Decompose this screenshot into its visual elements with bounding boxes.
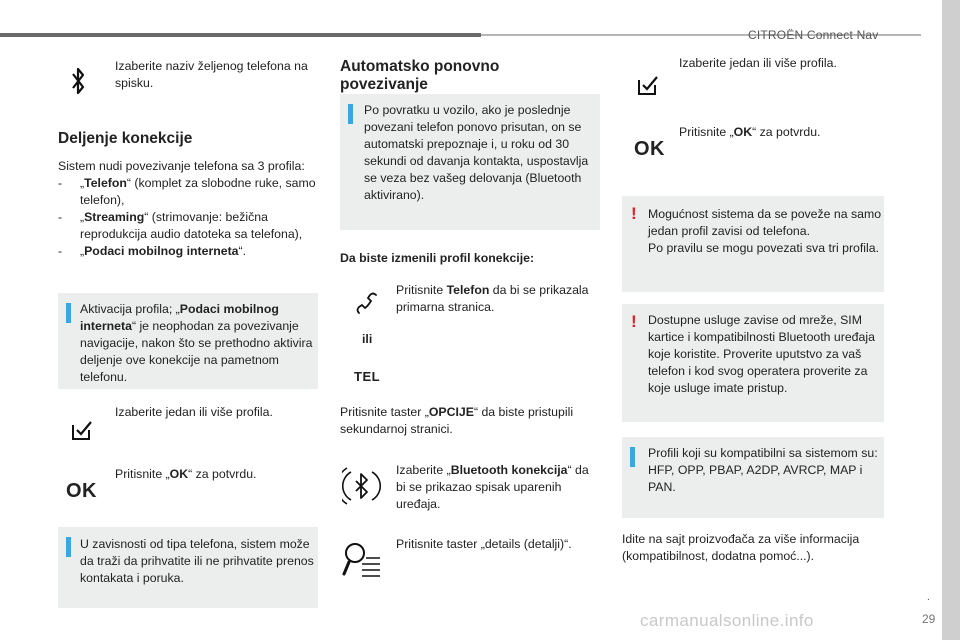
header-rule <box>0 33 481 37</box>
details-magnifier-icon <box>342 540 382 584</box>
list-item: - „Telefon“ (komplet za slobodne ruke, samo telefon), <box>58 176 316 207</box>
step-press-telefon: Pritisnite Telefon da bi se prikazala primarna stranica. <box>396 283 589 314</box>
list-item: - „Streaming“ (strimovanje: bežična reprodukcija audio datoteka sa telefona), <box>58 210 303 241</box>
warning-note-profile: ! Mogućnost sistema da se poveže na samo jedan profil zavisi od telefona. Po pravilu se mogu povezati sva tri profila. <box>622 196 884 292</box>
warning-icon: ! <box>631 312 637 331</box>
bluetooth-icon <box>66 64 90 98</box>
ok-icon: OK <box>66 480 97 502</box>
info-marker <box>348 104 353 124</box>
warning-icon: ! <box>631 204 637 223</box>
checkbox-checked-icon <box>70 418 94 442</box>
ok-icon: OK <box>634 138 665 160</box>
info-marker <box>630 447 635 467</box>
step-select-profiles-2: Izaberite jedan ili više profila. <box>679 56 837 70</box>
info-marker <box>66 303 71 323</box>
info-note-contacts: U zavisnosti od tipa telefona, sistem može da traži da prihvatite ili ne prihvatite prenos kontakata i poruka. <box>58 527 318 608</box>
phone-handset-icon <box>354 291 380 317</box>
tel-button-icon: TEL <box>354 369 381 384</box>
info-marker <box>66 537 71 557</box>
profiles-intro: Sistem nudi povezivanje telefona sa 3 profila: <box>58 159 305 173</box>
profiles-list <box>58 175 320 260</box>
checkbox-checked-icon <box>636 73 660 97</box>
step-press-options: Pritisnite taster „OPCIJE“ da biste pristupili sekundarnoj stranici. <box>340 405 574 436</box>
more-marker: . <box>927 592 930 603</box>
change-profile-title: Da biste izmenili profil konekcije: <box>340 251 535 265</box>
step-press-ok-2: Pritisnite „OK“ za potvrdu. <box>679 125 821 139</box>
info-note-reconnect: Po povratku u vozilo, ako je poslednje povezani telefon ponovo prisutan, on se automatski prepoznaje i, u roku od 30 sekundi od davanja kontakta, uspostavlja se veza bez vašeg delovanja (Bluetooth aktivirano). <box>340 94 600 230</box>
section-title-auto-reconnect: Automatsko ponovno povezivanje <box>340 58 500 93</box>
page-number: 29 <box>922 612 936 626</box>
footer-info: Idite na sajt proizvođača za više informacija (kompatibilnost, dodatna pomoć...). <box>622 532 860 563</box>
step-press-ok: Pritisnite „OK“ za potvrdu. <box>115 467 257 481</box>
watermark: carmanualsonline.info <box>640 611 814 630</box>
page-header-title: CITROËN Connect Nav <box>748 28 879 42</box>
bluetooth-connection-icon <box>342 465 382 509</box>
step-press-details: Pritisnite taster „details (detalji)“. <box>396 537 572 551</box>
info-note-profiles: Profili koji su kompatibilni sa sistemom su: HFP, OPP, PBAP, A2DP, AVRCP, MAP i PAN. <box>622 437 884 518</box>
or-label: ili <box>362 332 373 346</box>
warning-note-services: ! Dostupne usluge zavise od mreže, SIM kartice i kompatibilnosti Bluetooth uređaja koje koristite. Proverite uputstvo za vaš telefon i kod svog operatera proverite za koje usluge imate pristup. <box>622 304 884 422</box>
step-select-phone: Izaberite naziv željenog telefona na spisku. <box>115 59 308 90</box>
list-item: - „Podaci mobilnog interneta“. <box>58 244 247 258</box>
step-select-bluetooth: Izaberite „Bluetooth konekcija“ da bi se prikazao spisak uparenih uređaja. <box>396 463 589 511</box>
step-select-profiles: Izaberite jedan ili više profila. <box>115 405 273 419</box>
info-note-mobile-data: Aktivacija profila; „Podaci mobilnog interneta“ je neophodan za povezivanje navigacije, nakon što se prethodno aktivira deljenje ove konekcije na pametnom telefonu. <box>58 293 318 389</box>
side-tab <box>942 0 960 640</box>
section-title-sharing: Deljenje konekcije <box>58 130 193 147</box>
